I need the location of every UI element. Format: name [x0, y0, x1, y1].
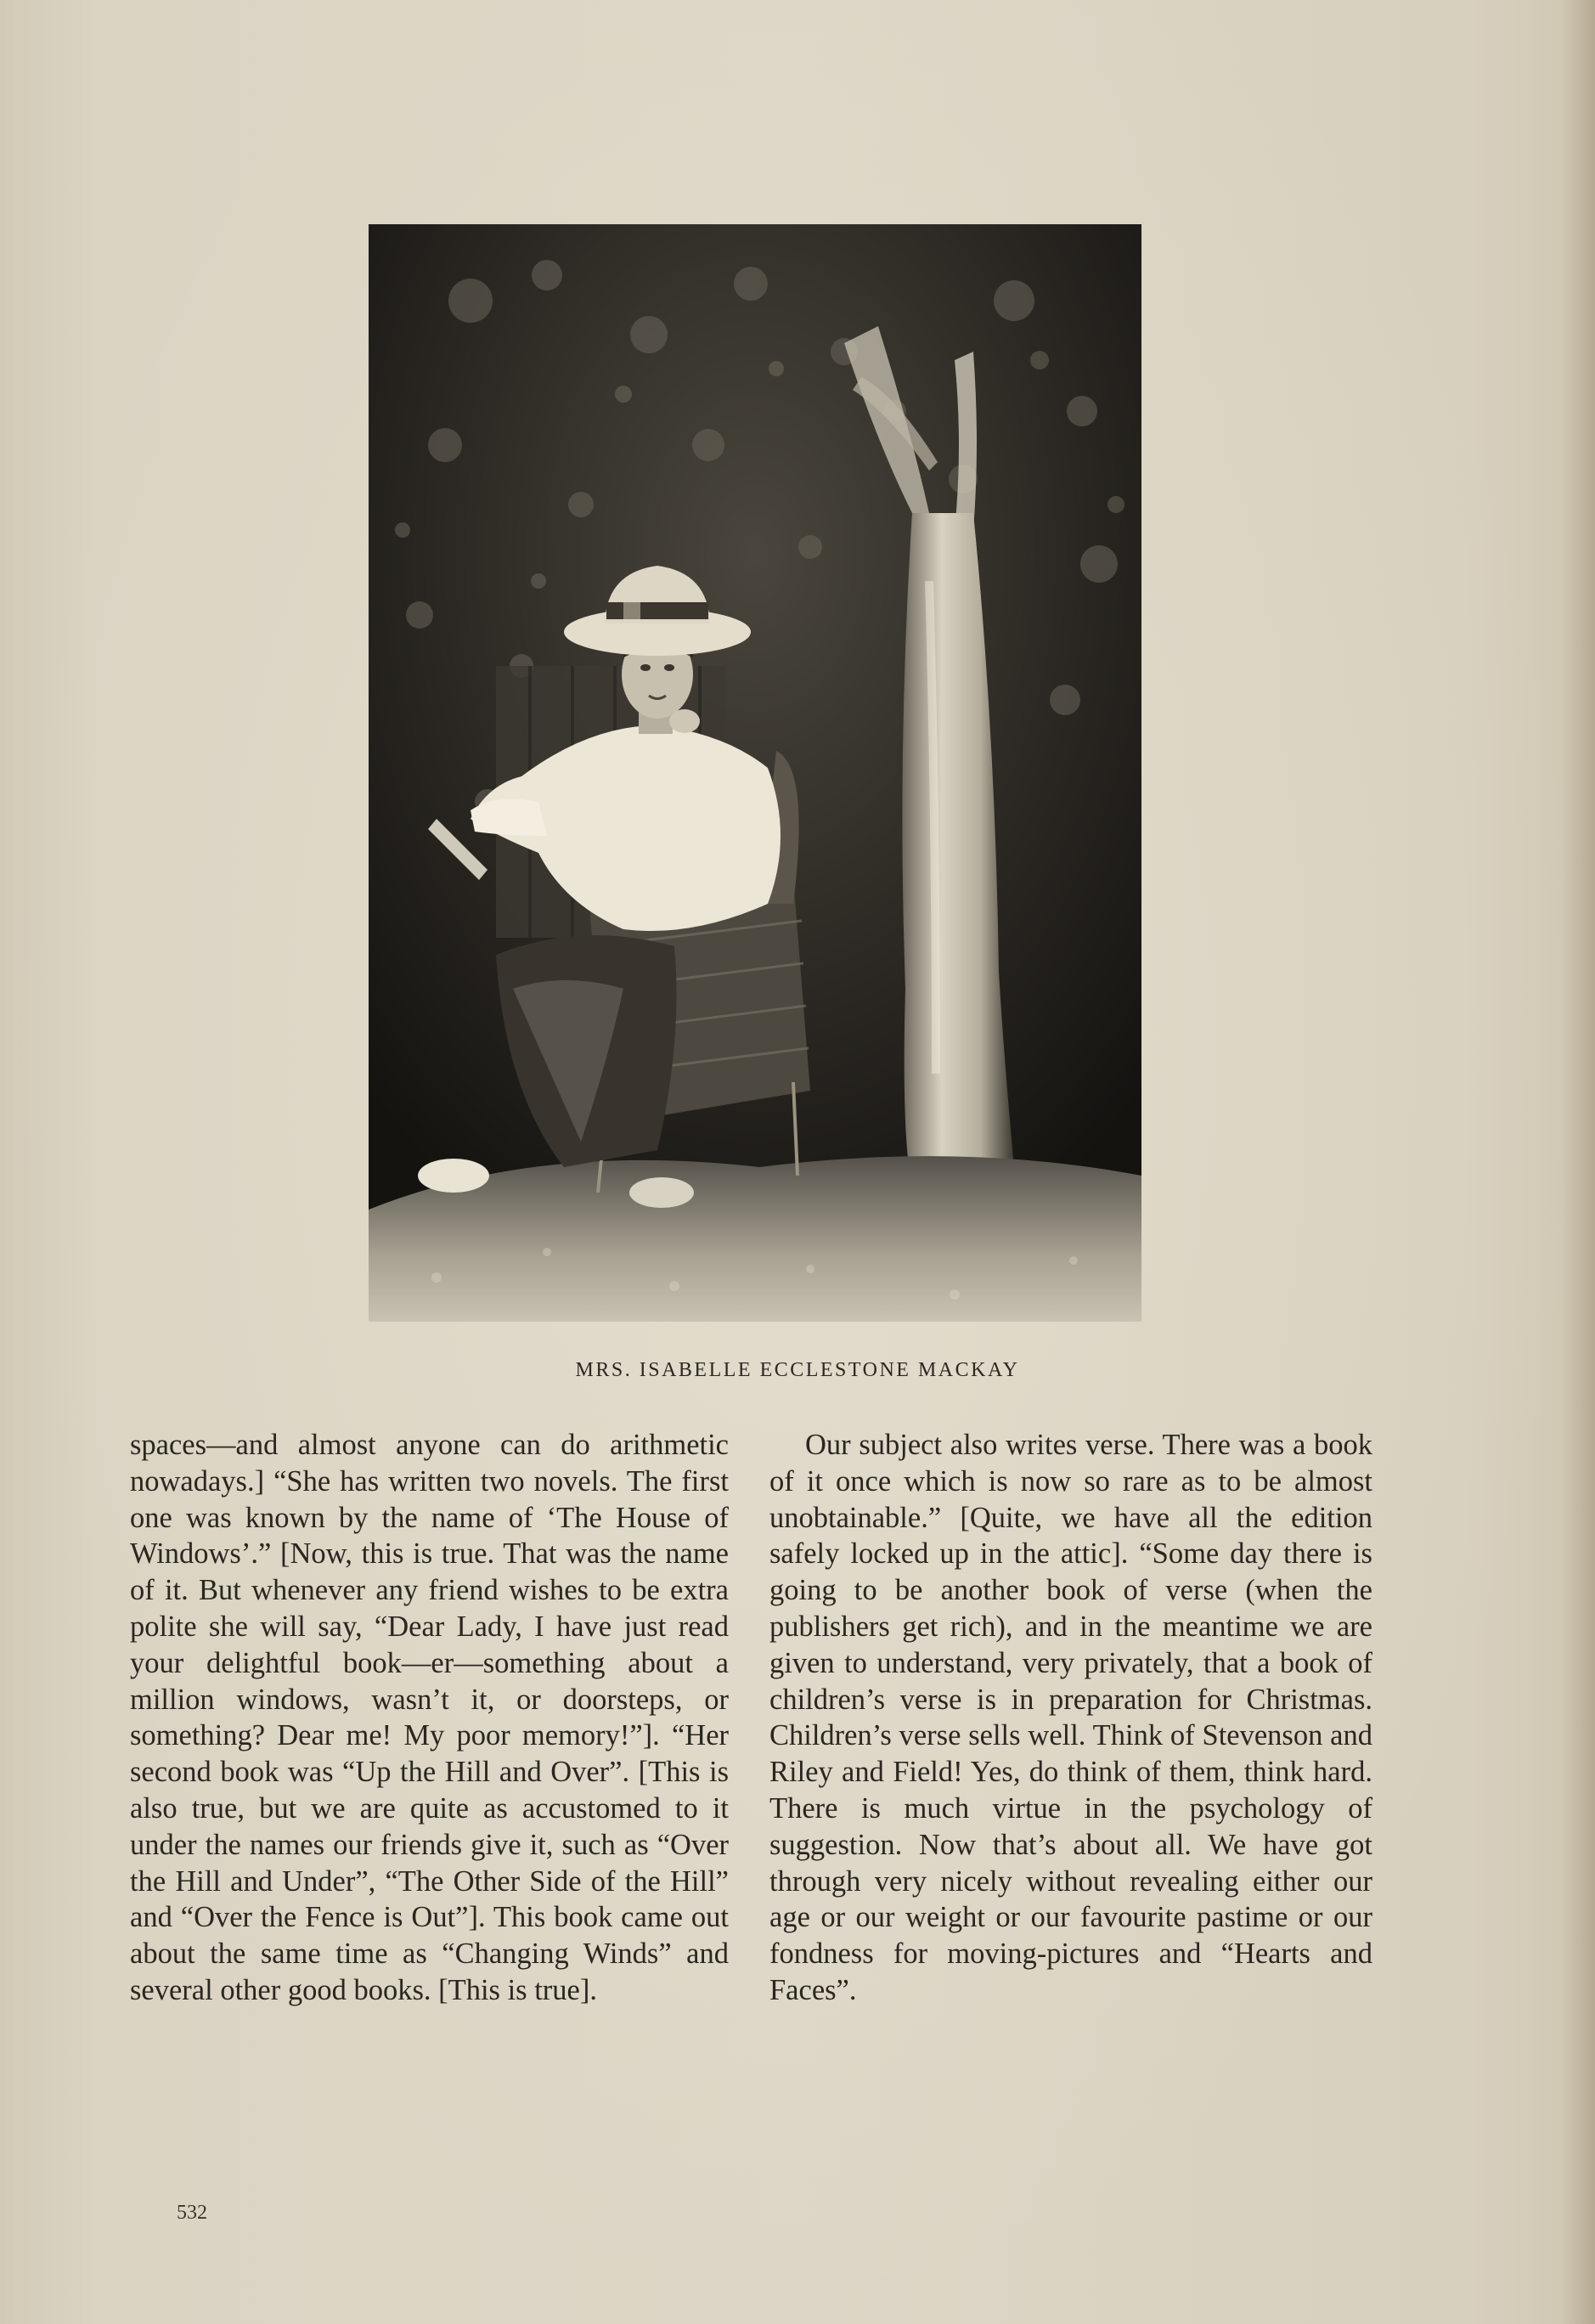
- photo-caption: MRS. ISABELLE ECCLESTONE MACKAY: [575, 1359, 1020, 1381]
- photo-illustration: [369, 224, 1141, 1322]
- right-column-paragraph: Our subject also writes verse. There was a book of it once which is now so rare as to be almost unobtainable.” [Quite, we have all the edition safely locked up in the attic]. “Some day there is going to be another book of verse (when the publishers get rich), and in the meantime we are given to understand, very privately, that a book of children’s verse is in preparation for Christmas. Children’s verse sells well. Think of Stevenson and Riley and Field! Yes, do think of them, think hard. There is much virtue in the psychology of suggestion. Now that’s about all. We have got through very nicely without revealing either our age or our weight or our favourite pastime or our fondness for moving-pictures and “Hearts and Faces”.: [769, 1429, 1372, 2006]
- left-text-column: [130, 1427, 729, 2009]
- right-text-column: [769, 1427, 1372, 2009]
- page-edge-shadow: [1561, 0, 1595, 2324]
- left-column-paragraph: spaces—and almost anyone can do arithmetic nowadays.] “She has written two novels. The first one was known by the name of ‘The House of Windows’.” [Now, this is true. That was the name of it. But whenever any friend wishes to be extra polite she will say, “Dear Lady, I have just read your delightful book—er—something about a million windows, wasn’t it, or doorsteps, or something? Dear me! My poor memory!”]. “Her second book was “Up the Hill and Over”. [This is also true, but we are quite as accustomed to it under the names our friends give it, such as “Over the Hill and Under”, “The Other Side of the Hill” and “Over the Fence is Out”]. This book came out about the same time as “Changing Winds” and several other good books. [This is true].: [130, 1429, 729, 2006]
- portrait-photograph: [369, 224, 1141, 1322]
- page-number: 532: [177, 2202, 207, 2224]
